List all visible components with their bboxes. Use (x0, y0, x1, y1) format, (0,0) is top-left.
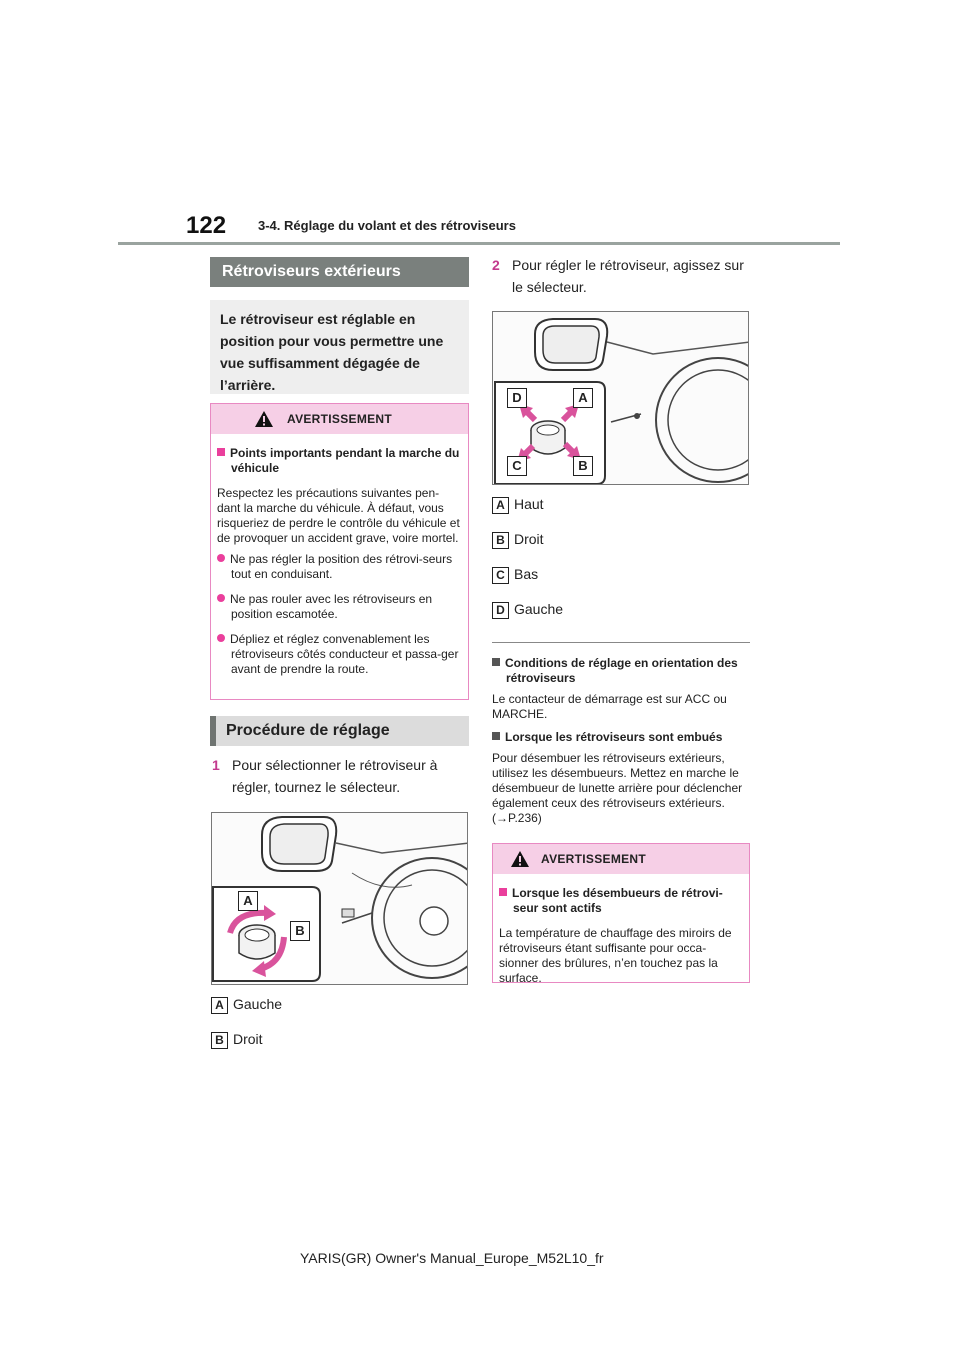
note-heading: Lorsque les rétroviseurs sont embués (492, 730, 750, 745)
figure-selector-rotate (211, 812, 468, 985)
step-1 (212, 754, 467, 798)
warning-header (493, 844, 749, 874)
warning-text: La température de chauffage des miroirs de rétroviseurs étant suffisante pour occa-sionner des brûlures, n’en touchez pas la surface. (499, 926, 732, 985)
warning-triangle-icon (510, 850, 530, 871)
legend-key: A (492, 497, 509, 514)
legend-item-b: B Droit (492, 531, 544, 549)
figure-selector-tilt (492, 311, 749, 485)
step-number: 1 (212, 757, 220, 773)
warning-text: Respectez les précautions suivantes pen-dant la marche du véhicule. À défaut, vous risqueriez de perdre le contrôle du véhicule et de provoquer un accident grave, voire mortel. (217, 486, 460, 545)
legend-item-c: C Bas (492, 566, 538, 584)
pink-dot-icon (217, 594, 225, 602)
section-bar-procedure: Procédure de réglage (210, 716, 469, 746)
step-2 (492, 254, 750, 298)
gray-square-icon (492, 658, 500, 666)
warning-bullet-1: Ne pas régler la position des rétrovi-seurs tout en conduisant. (217, 552, 462, 582)
figure-label-a: A (238, 891, 258, 911)
legend-item-a: A Gauche (211, 996, 282, 1014)
figure-illustration (493, 312, 749, 485)
warning-label: AVERTISSEMENT (541, 852, 647, 866)
figure-label-c: C (507, 456, 527, 476)
legend-key: B (211, 1032, 228, 1049)
warning-bullet-3: Dépliez et réglez convenablement les rétroviseurs côtés conducteur et passa-ger avant de prendre la route. (217, 632, 462, 677)
intro-box: Le rétroviseur est réglable en position pour vous permettre une vue suffisamment dégagée de l’arrière. (210, 300, 469, 394)
legend-item-d: D Gauche (492, 601, 563, 619)
notes-divider (492, 642, 750, 643)
figure-label-b: B (573, 456, 593, 476)
note-heading: Conditions de réglage en orientation des rétroviseurs (492, 656, 750, 686)
note-conditions (492, 650, 750, 832)
step-text: Pour régler le rétroviseur, agissez sur le sélecteur. (512, 257, 744, 295)
header-divider (118, 242, 840, 245)
legend-key: A (211, 997, 228, 1014)
legend-item-a: A Haut (492, 496, 544, 514)
warning-bullet-2: Ne pas rouler avec les rétroviseurs en position escamotée. (217, 592, 462, 622)
warning-box-2 (492, 843, 750, 983)
legend-item-b: B Droit (211, 1031, 263, 1049)
section-title: 3-4. Réglage du volant et des rétroviseurs (258, 218, 516, 233)
warning-box-1 (210, 403, 469, 700)
legend-key: B (492, 532, 509, 549)
note-text: Pour désembuer les rétroviseurs extérieurs, utilisez les désembueurs. Mettez en marche le désembueur de lunette arrière pour déclencher également ceux des rétroviseurs extérieurs. (→P.236) (492, 751, 743, 825)
warning-triangle-icon (254, 410, 274, 431)
figure-label-d: D (507, 388, 527, 408)
legend-key: D (492, 602, 509, 619)
step-number: 2 (492, 257, 500, 273)
warning-label: AVERTISSEMENT (287, 412, 393, 426)
step-text: Pour sélectionner le rétroviseur à régler, tournez le sélecteur. (232, 757, 438, 795)
pink-square-icon (217, 448, 225, 456)
warning-heading: Points importants pendant la marche du véhicule (217, 446, 462, 476)
pink-square-icon (499, 888, 507, 896)
legend-key: C (492, 567, 509, 584)
figure-label-a: A (573, 388, 593, 408)
page-number: 122 (186, 212, 227, 239)
note-text: Le contacteur de démarrage est sur ACC ou MARCHE. (492, 692, 727, 721)
warning-heading: Lorsque les désembueurs de rétrovi-seur sont actifs (499, 886, 743, 916)
pink-dot-icon (217, 634, 225, 642)
figure-label-b: B (290, 921, 310, 941)
footer-manual-id: YARIS(GR) Owner's Manual_Europe_M52L10_fr (300, 1250, 604, 1266)
pink-dot-icon (217, 554, 225, 562)
section-bar-retroviseurs: Rétroviseurs extérieurs (210, 257, 469, 287)
warning-header (211, 404, 468, 434)
gray-square-icon (492, 732, 500, 740)
